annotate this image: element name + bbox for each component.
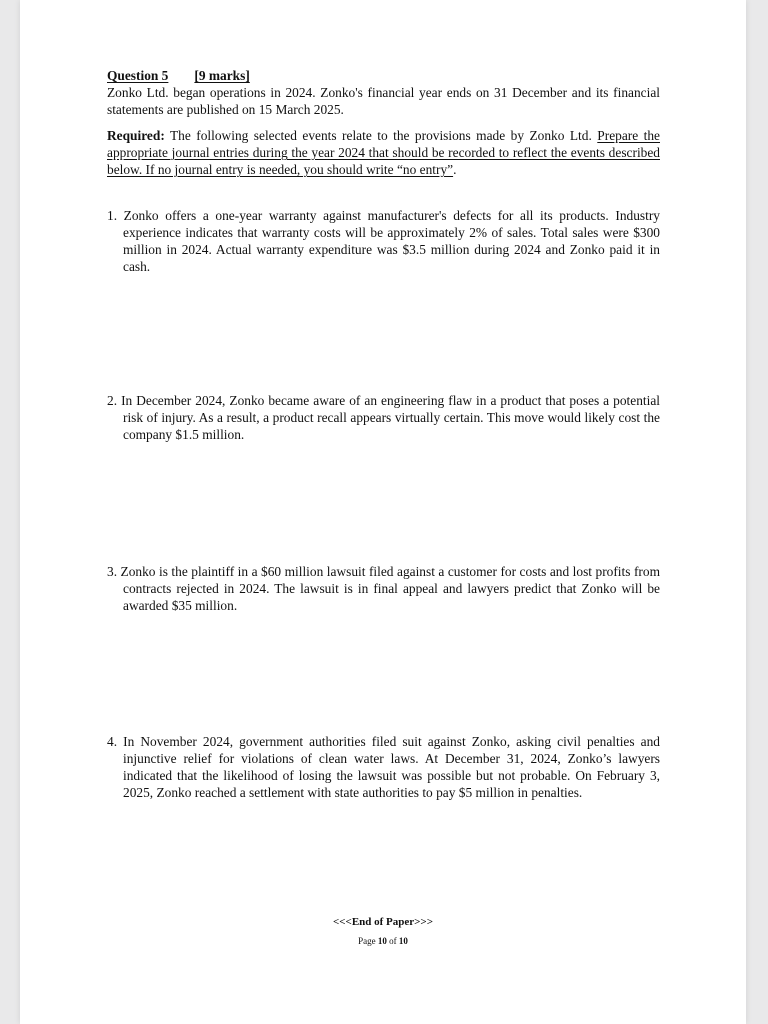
event-text: In November 2024, government authorities filed suit against Zonko, asking civil penalties and injunctive relief for violations of clean water laws. At December 31, 2024, Zonko’s lawyers indicated that the likelihood of losing the lawsuit was possible but not probable. On February 3, 2025, Zonko reached a settlement with state authorities to pay $5 million in penalties. [123,734,660,801]
page-prefix: Page [358,936,378,946]
required-text: The following selected events relate to the provisions made by Zonko Ltd. [164,128,598,143]
question-marks: [9 marks] [194,68,250,83]
question-content [107,67,660,801]
event-item-4 [107,733,660,801]
event-text: Zonko is the plaintiff in a $60 million lawsuit filed against a customer for costs and lost profits from contracts rejected in 2024. The lawsuit is in final appeal and lawyers predict that Zonko will be awarded $35 million. [120,564,660,614]
page-number [20,936,746,946]
event-item-1 [107,207,660,275]
page-current: 10 [377,936,387,946]
document-page [20,0,746,1024]
event-number: 1. [107,208,118,224]
event-number: 4. [107,734,118,750]
required-end: . [453,162,457,177]
event-text: Zonko offers a one-year warranty against manufacturer's defects for all its products. Industry experience indicates that warranty costs will be approximately 2% of sales. Total sales were $300 million in 2024. Actual warranty expenditure was $3.5 million during 2024 and Zonko paid it in cash. [123,208,660,275]
event-number: 3. [107,564,118,580]
page-total: 10 [398,936,408,946]
required-label: Required: [107,128,165,143]
event-item-3 [107,563,660,614]
end-of-paper-marker: <<<End of Paper>>> [333,916,433,928]
question-intro: Zonko Ltd. began operations in 2024. Zonko's financial year ends on 31 December and its financial statements are published on 15 March 2025. [107,85,660,117]
required-instructions [107,127,660,178]
required-underlined-text: Prepare the appropriate journal entries during the year 2024 that should be recorded to reflect the events described below. If no journal entry is needed, you should write “no entry” [107,128,660,177]
page-of: of [386,936,399,946]
event-item-2 [107,392,660,443]
event-text: In December 2024, Zonko became aware of an engineering flaw in a product that poses a potential risk of injury. As a result, a product recall appears virtually certain. This move would likely cost the company $1.5 million. [121,393,660,443]
question-heading [107,67,660,84]
question-title: Question 5 [107,68,169,83]
event-number: 2. [107,393,118,409]
